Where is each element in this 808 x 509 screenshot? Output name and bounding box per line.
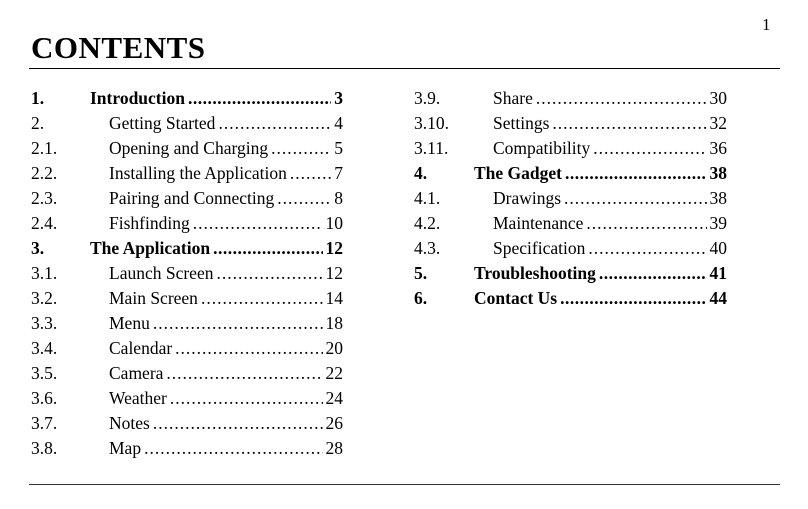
toc-entry-title: Notes bbox=[109, 413, 150, 433]
toc-entry-title: Installing the Application bbox=[109, 163, 287, 183]
toc-entry-page: 41 bbox=[709, 263, 727, 283]
dot-leader bbox=[290, 161, 331, 186]
toc-entry[interactable] bbox=[414, 211, 727, 236]
toc-entry[interactable] bbox=[31, 211, 343, 236]
toc-entry[interactable] bbox=[31, 161, 343, 186]
toc-entry-page: 10 bbox=[325, 213, 343, 233]
toc-entry-number: 4.2. bbox=[414, 213, 441, 233]
toc-entry-number: 1. bbox=[31, 88, 45, 108]
toc-entry-page: 38 bbox=[709, 188, 727, 208]
toc-entry-number: 3.11. bbox=[414, 138, 449, 158]
toc-entry-number: 2.4. bbox=[31, 213, 58, 233]
toc-entry-number: 3.8. bbox=[31, 438, 58, 458]
dot-leader bbox=[153, 311, 323, 336]
toc-entry[interactable] bbox=[31, 186, 343, 211]
toc-entry-page: 36 bbox=[709, 138, 727, 158]
dot-leader bbox=[213, 236, 322, 261]
toc-entry[interactable] bbox=[414, 236, 727, 261]
footer-divider bbox=[29, 484, 780, 485]
title-divider bbox=[29, 68, 780, 69]
toc-entry-page: 7 bbox=[334, 163, 343, 183]
toc-entry-number: 3.5. bbox=[31, 363, 58, 383]
page-number: 1 bbox=[762, 15, 771, 34]
toc-entry-page: 5 bbox=[334, 138, 343, 158]
toc-entry-page: 22 bbox=[325, 363, 343, 383]
toc-entry[interactable] bbox=[31, 411, 343, 436]
toc-entry[interactable] bbox=[31, 136, 343, 161]
toc-entry-number: 2.3. bbox=[31, 188, 58, 208]
toc-entry-number: 5. bbox=[414, 263, 428, 283]
toc-entry-number: 3. bbox=[31, 238, 45, 258]
toc-entry-title: Compatibility bbox=[493, 138, 591, 158]
toc-entry-page: 26 bbox=[325, 413, 343, 433]
toc-entry-page: 44 bbox=[709, 288, 727, 308]
toc-entry[interactable] bbox=[414, 161, 727, 186]
toc-entry-title: Weather bbox=[109, 388, 167, 408]
dot-leader bbox=[588, 236, 706, 261]
toc-entry-number: 3.3. bbox=[31, 313, 58, 333]
toc-entry-title: Calendar bbox=[109, 338, 173, 358]
toc-entry-page: 30 bbox=[709, 88, 727, 108]
dot-leader bbox=[170, 386, 323, 411]
dot-leader bbox=[193, 211, 323, 236]
dot-leader bbox=[536, 86, 707, 111]
toc-entry[interactable] bbox=[414, 286, 727, 311]
toc-entry-title: Settings bbox=[493, 113, 550, 133]
toc-entry-number: 3.1. bbox=[31, 263, 58, 283]
toc-entry[interactable] bbox=[31, 286, 343, 311]
toc-entry-page: 24 bbox=[325, 388, 343, 408]
toc-entry-number: 4.1. bbox=[414, 188, 441, 208]
toc-entry-number: 3.4. bbox=[31, 338, 58, 358]
toc-entry-number: 3.9. bbox=[414, 88, 441, 108]
toc-entry-title: Specification bbox=[493, 238, 586, 258]
toc-entry-title: Troubleshooting bbox=[474, 263, 596, 283]
toc-entry[interactable] bbox=[31, 261, 343, 286]
toc-entry-title: Opening and Charging bbox=[109, 138, 269, 158]
toc-entry-page: 8 bbox=[334, 188, 343, 208]
dot-leader bbox=[586, 211, 706, 236]
toc-entry-number: 2.1. bbox=[31, 138, 58, 158]
toc-entry-title: Map bbox=[109, 438, 142, 458]
dot-leader bbox=[271, 136, 331, 161]
dot-leader bbox=[593, 136, 706, 161]
toc-entry[interactable] bbox=[414, 111, 727, 136]
dot-leader bbox=[218, 111, 331, 136]
dot-leader bbox=[564, 186, 706, 211]
toc-entry[interactable] bbox=[31, 111, 343, 136]
toc-entry-title: Maintenance bbox=[493, 213, 584, 233]
toc-entry-page: 40 bbox=[709, 238, 727, 258]
toc-entry-title: Main Screen bbox=[109, 288, 198, 308]
toc-entry-page: 28 bbox=[325, 438, 343, 458]
toc-entry[interactable] bbox=[414, 261, 727, 286]
toc-entry-title: The Application bbox=[90, 238, 211, 258]
toc-entry[interactable] bbox=[31, 336, 343, 361]
toc-entry[interactable] bbox=[31, 386, 343, 411]
dot-leader bbox=[201, 286, 323, 311]
dot-leader bbox=[175, 336, 322, 361]
dot-leader bbox=[552, 111, 706, 136]
toc-entry-title: Launch Screen bbox=[109, 263, 214, 283]
toc-entry-page: 12 bbox=[325, 238, 343, 258]
toc-entry-title: Fishfinding bbox=[109, 213, 190, 233]
toc-right-column bbox=[414, 86, 727, 311]
toc-entry-title: Contact Us bbox=[474, 288, 558, 308]
dot-leader bbox=[216, 261, 322, 286]
toc-entry[interactable] bbox=[31, 361, 343, 386]
toc-entry-page: 39 bbox=[709, 213, 727, 233]
toc-entry[interactable] bbox=[31, 311, 343, 336]
dot-leader bbox=[166, 361, 322, 386]
dot-leader bbox=[144, 436, 322, 461]
toc-entry[interactable] bbox=[31, 236, 343, 261]
dot-leader bbox=[188, 86, 331, 111]
toc-entry-title: The Gadget bbox=[474, 163, 562, 183]
toc-entry-page: 3 bbox=[334, 88, 343, 108]
toc-entry-page: 18 bbox=[325, 313, 343, 333]
toc-entry-title: Camera bbox=[109, 363, 164, 383]
toc-left-column bbox=[31, 86, 343, 461]
toc-entry-number: 2. bbox=[31, 113, 45, 133]
toc-entry[interactable] bbox=[414, 186, 727, 211]
toc-entry-title: Introduction bbox=[90, 88, 185, 108]
dot-leader bbox=[560, 286, 706, 311]
toc-entry-page: 12 bbox=[325, 263, 343, 283]
toc-entry[interactable] bbox=[414, 136, 727, 161]
dot-leader bbox=[277, 186, 331, 211]
toc-entry-number: 3.7. bbox=[31, 413, 58, 433]
toc-entry-number: 3.6. bbox=[31, 388, 58, 408]
toc-entry-number: 3.10. bbox=[414, 113, 449, 133]
dot-leader bbox=[565, 161, 707, 186]
toc-entry[interactable] bbox=[414, 86, 727, 111]
toc-entry-page: 32 bbox=[709, 113, 727, 133]
toc-entry-title: Getting Started bbox=[109, 113, 216, 133]
toc-entry-page: 14 bbox=[325, 288, 343, 308]
toc-entry-title: Pairing and Connecting bbox=[109, 188, 275, 208]
toc-entry-number: 3.2. bbox=[31, 288, 58, 308]
toc-entry-title: Menu bbox=[109, 313, 150, 333]
toc-entry-number: 6. bbox=[414, 288, 428, 308]
toc-entry[interactable] bbox=[31, 86, 343, 111]
toc-entry-number: 4.3. bbox=[414, 238, 441, 258]
toc-entry-page: 20 bbox=[325, 338, 343, 358]
toc-entry-title: Drawings bbox=[493, 188, 562, 208]
toc-entry[interactable] bbox=[31, 436, 343, 461]
toc-entry-title: Share bbox=[493, 88, 533, 108]
page-title: CONTENTS bbox=[31, 30, 206, 65]
toc-entry-page: 38 bbox=[709, 163, 727, 183]
dot-leader bbox=[599, 261, 707, 286]
dot-leader bbox=[153, 411, 323, 436]
toc-entry-number: 2.2. bbox=[31, 163, 58, 183]
toc-entry-number: 4. bbox=[414, 163, 428, 183]
toc-entry-page: 4 bbox=[334, 113, 343, 133]
